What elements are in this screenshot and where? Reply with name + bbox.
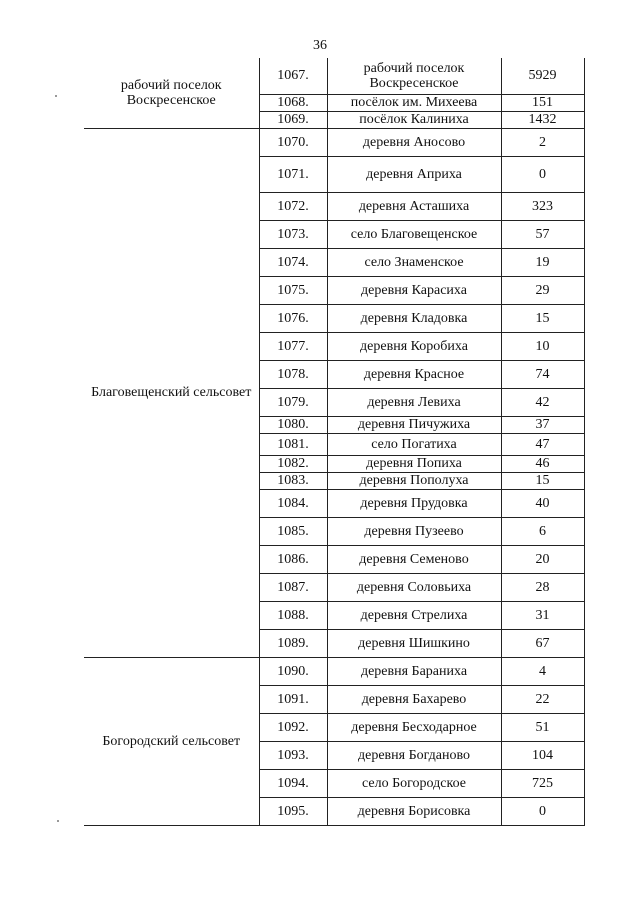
- population-cell: 323: [501, 192, 584, 220]
- row-number-cell: 1075.: [259, 276, 327, 304]
- row-number-cell: 1085.: [259, 517, 327, 545]
- row-number-cell: 1082.: [259, 455, 327, 472]
- population-cell: 0: [501, 797, 584, 825]
- row-number-cell: 1090.: [259, 657, 327, 685]
- settlement-name-cell: деревня Попиха: [327, 455, 501, 472]
- settlement-name-cell: село Благовещенское: [327, 220, 501, 248]
- scan-speck: [57, 820, 59, 822]
- municipality-cell: рабочий поселок Воскресенское: [84, 58, 259, 128]
- population-cell: 57: [501, 220, 584, 248]
- settlement-name-cell: деревня Семеново: [327, 545, 501, 573]
- table-row: [84, 58, 584, 94]
- row-number-cell: 1093.: [259, 741, 327, 769]
- settlement-name-cell: деревня Карасиха: [327, 276, 501, 304]
- row-number-cell: 1086.: [259, 545, 327, 573]
- row-number-cell: 1084.: [259, 489, 327, 517]
- population-cell: 2: [501, 128, 584, 156]
- page-number: 36: [313, 38, 327, 53]
- row-number-cell: 1077.: [259, 332, 327, 360]
- settlement-name-cell: село Богородское: [327, 769, 501, 797]
- population-cell: 6: [501, 517, 584, 545]
- table-row: [84, 128, 584, 156]
- municipality-cell: Благовещенский сельсовет: [84, 128, 259, 657]
- population-cell: 42: [501, 388, 584, 416]
- settlement-name-cell: деревня Шишкино: [327, 629, 501, 657]
- settlement-name-cell: посёлок Калиниха: [327, 111, 501, 128]
- settlement-name-cell: деревня Аносово: [327, 128, 501, 156]
- row-number-cell: 1089.: [259, 629, 327, 657]
- scan-speck: [55, 95, 57, 97]
- row-number-cell: 1087.: [259, 573, 327, 601]
- row-number-cell: 1072.: [259, 192, 327, 220]
- row-number-cell: 1092.: [259, 713, 327, 741]
- row-number-cell: 1083.: [259, 472, 327, 489]
- row-number-cell: 1079.: [259, 388, 327, 416]
- table-row: [84, 657, 584, 685]
- settlement-name-cell: деревня Соловьиха: [327, 573, 501, 601]
- row-number-cell: 1067.: [259, 58, 327, 94]
- settlement-name-cell: посёлок им. Михеева: [327, 94, 501, 111]
- population-cell: 31: [501, 601, 584, 629]
- settlement-name-cell: деревня Пузеево: [327, 517, 501, 545]
- population-cell: 0: [501, 156, 584, 192]
- settlement-name-cell: деревня Бесходарное: [327, 713, 501, 741]
- settlement-name-cell: рабочий поселок Воскресенское: [327, 58, 501, 94]
- settlement-name-cell: деревня Богданово: [327, 741, 501, 769]
- row-number-cell: 1070.: [259, 128, 327, 156]
- settlement-name-cell: деревня Бахарево: [327, 685, 501, 713]
- row-number-cell: 1071.: [259, 156, 327, 192]
- population-cell: 15: [501, 472, 584, 489]
- population-cell: 67: [501, 629, 584, 657]
- population-cell: 151: [501, 94, 584, 111]
- settlement-name-cell: деревня Бараниха: [327, 657, 501, 685]
- population-cell: 5929: [501, 58, 584, 94]
- settlement-name-cell: деревня Борисовка: [327, 797, 501, 825]
- row-number-cell: 1076.: [259, 304, 327, 332]
- population-cell: 47: [501, 433, 584, 455]
- settlement-name-cell: село Погатиха: [327, 433, 501, 455]
- population-cell: 29: [501, 276, 584, 304]
- row-number-cell: 1095.: [259, 797, 327, 825]
- settlement-name-cell: деревня Коробиха: [327, 332, 501, 360]
- population-cell: 1432: [501, 111, 584, 128]
- population-cell: 37: [501, 416, 584, 433]
- settlement-name-cell: деревня Красное: [327, 360, 501, 388]
- row-number-cell: 1078.: [259, 360, 327, 388]
- population-cell: 725: [501, 769, 584, 797]
- settlements-table-body: [84, 58, 584, 825]
- row-number-cell: 1080.: [259, 416, 327, 433]
- population-cell: 19: [501, 248, 584, 276]
- settlements-table: [84, 58, 585, 826]
- row-number-cell: 1073.: [259, 220, 327, 248]
- row-number-cell: 1094.: [259, 769, 327, 797]
- population-cell: 20: [501, 545, 584, 573]
- row-number-cell: 1081.: [259, 433, 327, 455]
- settlement-name-cell: деревня Стрелиха: [327, 601, 501, 629]
- settlement-name-cell: деревня Левиха: [327, 388, 501, 416]
- population-cell: 10: [501, 332, 584, 360]
- row-number-cell: 1069.: [259, 111, 327, 128]
- settlement-name-cell: деревня Пичужиха: [327, 416, 501, 433]
- population-cell: 4: [501, 657, 584, 685]
- settlement-name-cell: деревня Пополуха: [327, 472, 501, 489]
- population-cell: 104: [501, 741, 584, 769]
- row-number-cell: 1091.: [259, 685, 327, 713]
- settlement-name-cell: деревня Прудовка: [327, 489, 501, 517]
- row-number-cell: 1088.: [259, 601, 327, 629]
- population-cell: 28: [501, 573, 584, 601]
- settlement-name-cell: деревня Априха: [327, 156, 501, 192]
- population-cell: 40: [501, 489, 584, 517]
- population-cell: 51: [501, 713, 584, 741]
- settlement-name-cell: село Знаменское: [327, 248, 501, 276]
- population-cell: 15: [501, 304, 584, 332]
- settlement-name-cell: деревня Кладовка: [327, 304, 501, 332]
- row-number-cell: 1074.: [259, 248, 327, 276]
- population-cell: 22: [501, 685, 584, 713]
- population-cell: 46: [501, 455, 584, 472]
- settlement-name-cell: деревня Асташиха: [327, 192, 501, 220]
- municipality-cell: Богородский сельсовет: [84, 657, 259, 825]
- row-number-cell: 1068.: [259, 94, 327, 111]
- population-cell: 74: [501, 360, 584, 388]
